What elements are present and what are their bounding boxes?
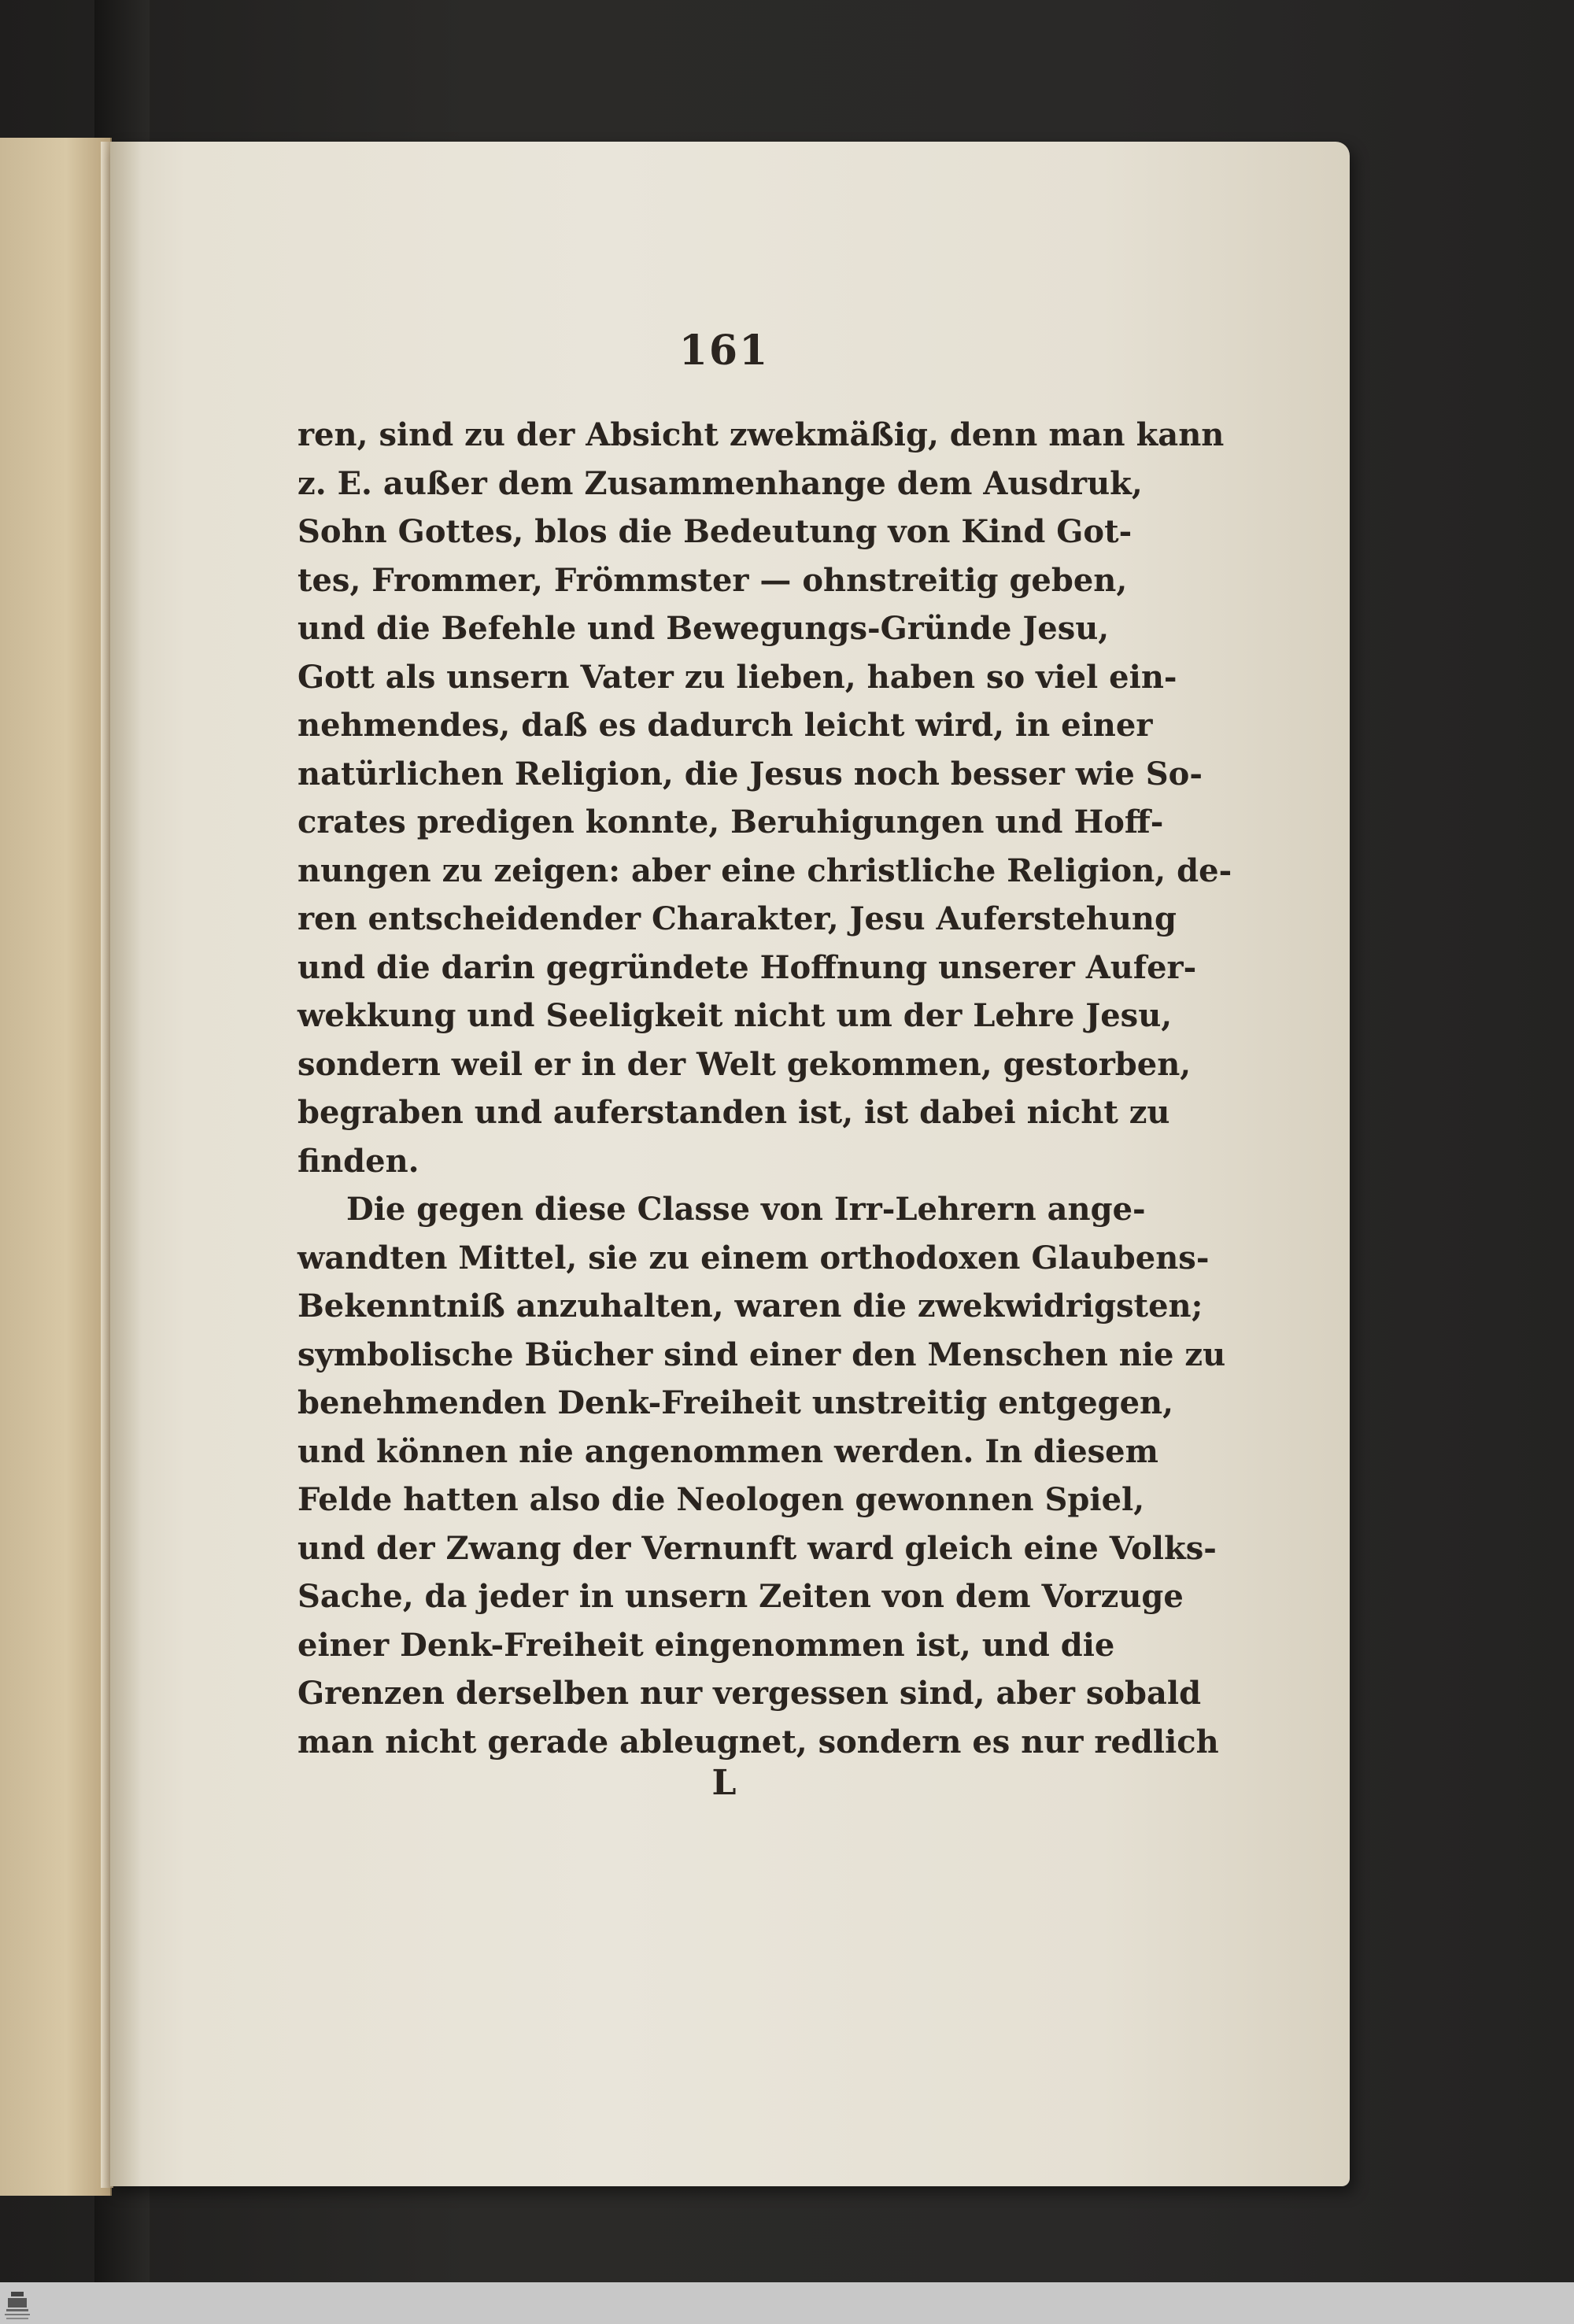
text-line: und die Befehle und Bewegungs-Gründe Jesu, [297,610,1110,647]
text-line: nungen zu zeigen: aber eine christliche Religion, de- [297,852,1232,889]
text-line: und der Zwang der Vernunft ward gleich eine Volks- [297,1529,1217,1567]
left-page-edge [0,138,112,2196]
text-line: Bekenntniß anzuhalten, waren die zwekwidrigsten; [297,1288,1203,1325]
text-line: und die darin gegründete Hoffnung unserer Aufer- [297,948,1197,986]
text-line: tes, Frommer, Frömmster — ohnstreitig geben, [297,561,1128,599]
library-logo-icon [2,2287,33,2322]
text-line: Gott als unsern Vater zu lieben, haben so viel ein- [297,658,1177,696]
text-line: nehmendes, daß es dadurch leicht wird, in einer [297,707,1153,744]
text-line: Sohn Gottes, blos die Bedeutung von Kind Got- [297,513,1132,550]
text-line: Sache, da jeder in unsern Zeiten von dem Vorzuge [297,1578,1184,1615]
text-line: benehmenden Denk-Freiheit unstreitig entgegen, [297,1384,1174,1421]
text-line: z. E. außer dem Zusammenhange dem Ausdruk, [297,464,1143,502]
text-line: einer Denk-Freiheit eingenommen ist, und die [297,1626,1115,1664]
text-line: natürlichen Religion, die Jesus noch besser wie So- [297,755,1203,793]
page-gutter-shading [110,142,142,2186]
text-line: begraben und auferstanden ist, ist dabei nicht zu [297,1094,1170,1131]
text-line: finden. [297,1142,419,1180]
text-line: Felde hatten also die Neologen gewonnen Spiel, [297,1481,1145,1518]
text-line: ren entscheidender Charakter, Jesu Auferstehung [297,900,1177,937]
page-number: 161 [678,327,770,375]
text-line: sondern weil er in der Welt gekommen, gestorben, [297,1045,1192,1083]
text-line: Die gegen diese Classe von Irr-Lehrern ange- [346,1191,1146,1228]
text-line: symbolische Bücher sind einer den Menschen nie zu [297,1336,1226,1373]
text-line: man nicht gerade ableugnet, sondern es nur redlich [297,1723,1219,1761]
body-text [297,411,1232,1766]
viewer-footer-bar [0,2282,1574,2324]
text-line: Grenzen derselben nur vergessen sind, aber sobald [297,1675,1202,1712]
text-line: ren, sind zu der Absicht zwekmäßig, denn man kann [297,416,1225,453]
text-line: wekkung und Seeligkeit nicht um der Lehre Jesu, [297,997,1173,1034]
text-line: crates predigen konnte, Beruhigungen und Hoff- [297,804,1164,841]
text-line: und können nie angenommen werden. In diesem [297,1432,1158,1470]
text-line: wandten Mittel, sie zu einem orthodoxen Glaubens- [297,1239,1210,1277]
signature-mark: L [711,1763,737,1803]
